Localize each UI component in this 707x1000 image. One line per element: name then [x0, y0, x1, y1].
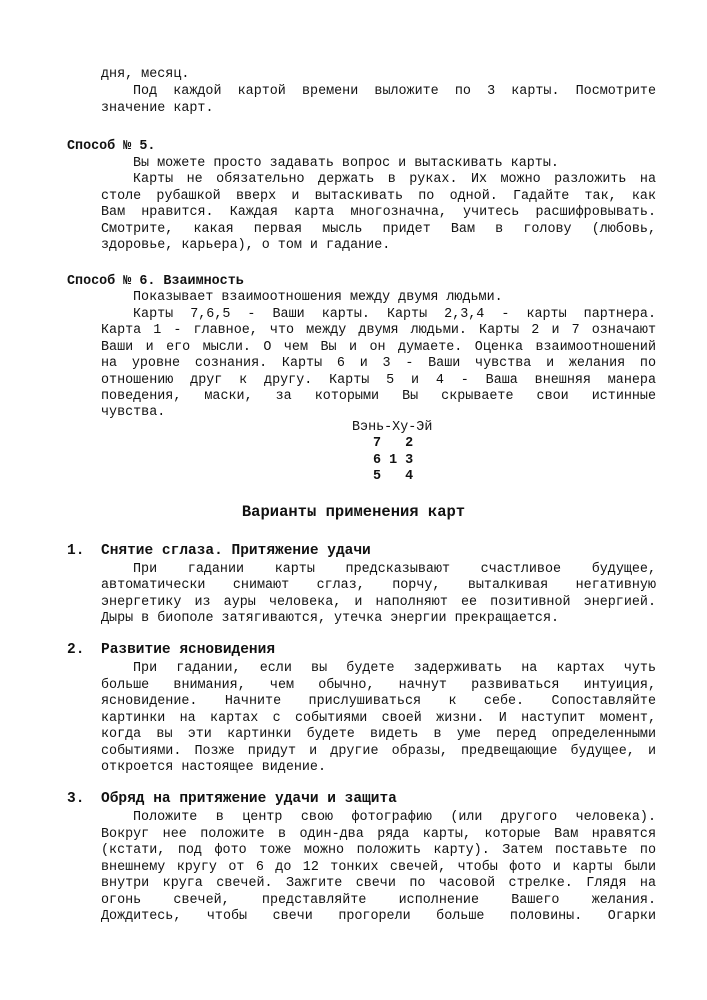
item-1-number: 1.	[67, 543, 85, 559]
item-3-line-1: Положите в центр свою фотографию (или другого человека).	[133, 810, 656, 825]
item-3-line-2: Вокруг нее положите в один-два ряда карты, которые Вам нравятся	[101, 827, 656, 842]
method5-para1: Вы можете просто задавать вопрос и вытаскивать карты.	[133, 156, 559, 171]
method6-line-3: Ваши и его мысли. О чем Вы и он думаете. Оценка взаимоотношений	[101, 340, 656, 355]
method6-line-5: отношению друг к другу. Карты 5 и 4 - Ваша внешняя манера	[101, 373, 656, 388]
item-2-line-6: событиями. Позже придут и другие образы, предвещающие будущее, и	[101, 744, 656, 759]
method6-line-6: поведения, маски, за которыми Вы скрываете свои истинные	[101, 389, 656, 404]
item-2-line-3: ясновидение. Начните прислушиваться к себе. Сопоставляйте	[101, 694, 656, 709]
spread-row-1: 7 2	[373, 436, 414, 451]
item-3-line-3: (кстати, под фото тоже можно положить карту). Затем поставьте по	[101, 843, 656, 858]
spread-row-2: 6 1 3	[373, 453, 414, 468]
method6-line-7: чувства.	[101, 405, 166, 420]
spread-name: Вэнь-Ху-Эй	[352, 420, 433, 435]
item-2-title: Развитие ясновидения	[101, 642, 276, 658]
item-3-line-7: Дождитесь, чтобы свечи прогорели больше половины. Огарки	[101, 909, 656, 924]
method6-heading: Способ № 6. Взаимность	[67, 274, 244, 289]
item-3-number: 3.	[67, 791, 85, 807]
method5-line-2: столе рубашкой вверх и вытаскивать по одной. Гадайте так, как	[101, 189, 656, 204]
method5-line-1: Карты не обязательно держать в руках. Их можно разложить на	[133, 172, 656, 187]
method6-line-4: на уровне сознания. Карты 6 и 3 - Ваши чувства и желания по	[101, 356, 656, 371]
method5-line-4: Смотрите, какая первая мысль придет Вам в голову (любовь,	[101, 222, 656, 237]
item-1-line-3: энергетику из ауры человека, и наполняют ее позитивной энергией.	[101, 595, 656, 610]
item-1-line-4: Дыры в биополе затягиваются, утечка энергии прекращается.	[101, 611, 560, 626]
item-3-title: Обряд на притяжение удачи и защита	[101, 791, 397, 807]
method6-line-2: Карта 1 - главное, что между двумя людьми. Карты 2 и 7 означают	[101, 323, 656, 338]
item-2-line-2: больше внимания, чем обычно, начнут развиваться интуиция,	[101, 678, 656, 693]
item-3-line-4: внешнему кругу от 6 до 12 тонких свечей, чтобы фото и карты были	[101, 860, 656, 875]
method6-line-1: Карты 7,6,5 - Ваши карты. Карты 2,3,4 - карты партнера.	[133, 307, 656, 322]
item-2-line-4: картинки на картах с событиями своей жизни. И наступит момент,	[101, 711, 656, 726]
spread-row-3: 5 4	[373, 469, 414, 484]
intro-line-2: Под каждой картой времени выложите по 3 карты. Посмотрите	[133, 84, 656, 99]
item-1-title: Снятие сглаза. Притяжение удачи	[101, 543, 371, 559]
intro-line-1: дня, месяц.	[101, 67, 190, 82]
section-title: Варианты применения карт	[241, 503, 466, 521]
method5-heading: Способ № 5.	[67, 139, 156, 154]
item-3-line-6: огонь свечей, представляйте исполнение Вашего желания.	[101, 893, 656, 908]
item-1-line-2: автоматически снимают сглаз, порчу, выталкивая негативную	[101, 578, 656, 593]
item-2-line-7: откроется настоящее видение.	[101, 760, 326, 775]
method5-line-5: здоровье, карьера), о том и гадание.	[101, 238, 391, 253]
item-2-number: 2.	[67, 642, 85, 658]
item-2-line-5: когда вы эти картинки будете видеть в уме перед определенными	[101, 727, 656, 742]
method5-line-3: Вам нравится. Каждая карта многозначна, учитесь расшифровывать.	[101, 205, 656, 220]
item-3-line-5: внутри круга свечей. Зажгите свечи по часовой стрелке. Глядя на	[101, 876, 656, 891]
item-2-line-1: При гадании, если вы будете задерживать на картах чуть	[133, 661, 656, 676]
intro-line-3: значение карт.	[101, 101, 214, 116]
method6-para1: Показывает взаимоотношения между двумя людьми.	[133, 290, 503, 305]
item-1-line-1: При гадании карты предсказывают счастливое будущее,	[133, 562, 656, 577]
